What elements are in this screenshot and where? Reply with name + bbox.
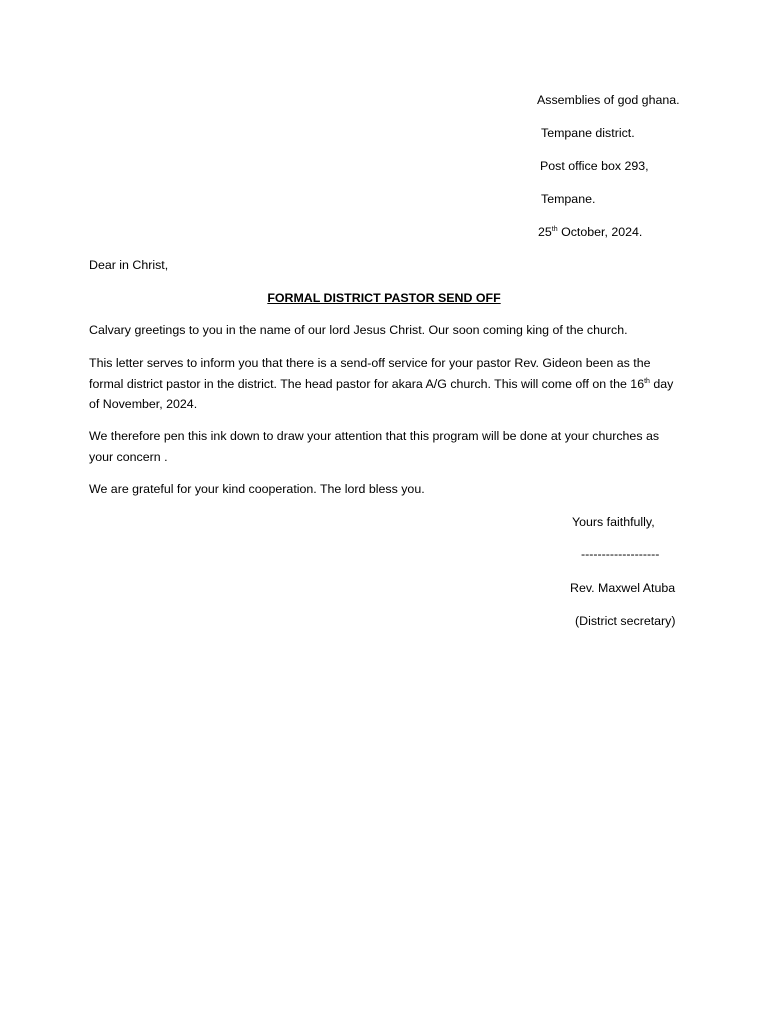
body-paragraph-2 <box>89 353 681 415</box>
sender-town: Tempane. <box>541 192 596 206</box>
body-paragraph-2-date: day of November, 2024. <box>89 376 674 411</box>
signatory-name: Rev. Maxwel Atuba <box>570 581 676 595</box>
valediction: Yours faithfully, <box>572 515 655 529</box>
sender-district: Tempane district. <box>541 126 635 140</box>
body-paragraph-1: Calvary greetings to you in the name of our lord Jesus Christ. Our soon coming king of the church. <box>89 323 628 337</box>
signatory-title: (District secretary) <box>575 614 676 628</box>
date-suffix: th <box>551 225 558 233</box>
letter-date <box>538 225 642 240</box>
sender-organization: Assemblies of god ghana. <box>537 93 680 107</box>
letter-subject: FORMAL DISTRICT PASTOR SEND OFF <box>267 291 501 305</box>
salutation: Dear in Christ, <box>89 258 169 272</box>
body-paragraph-2-text: This letter serves to inform you that there is a send-off service for your pastor Rev. Gideon been as the formal district pastor in the district. The head pastor for akara A/G church. This will come off on the 16 <box>89 356 651 391</box>
date-day: 25 <box>538 225 552 239</box>
sender-post-office: Post office box 293, <box>540 159 649 173</box>
signature-line: ------------------- <box>581 547 660 561</box>
date-rest: October, 2024. <box>557 225 643 239</box>
body-paragraph-2-suffix: th <box>644 377 650 385</box>
body-paragraph-3: We therefore pen this ink down to draw your attention that this program will be done at your churches as your concern . <box>89 429 660 464</box>
body-paragraph-4: We are grateful for your kind cooperation. The lord bless you. <box>89 482 425 496</box>
